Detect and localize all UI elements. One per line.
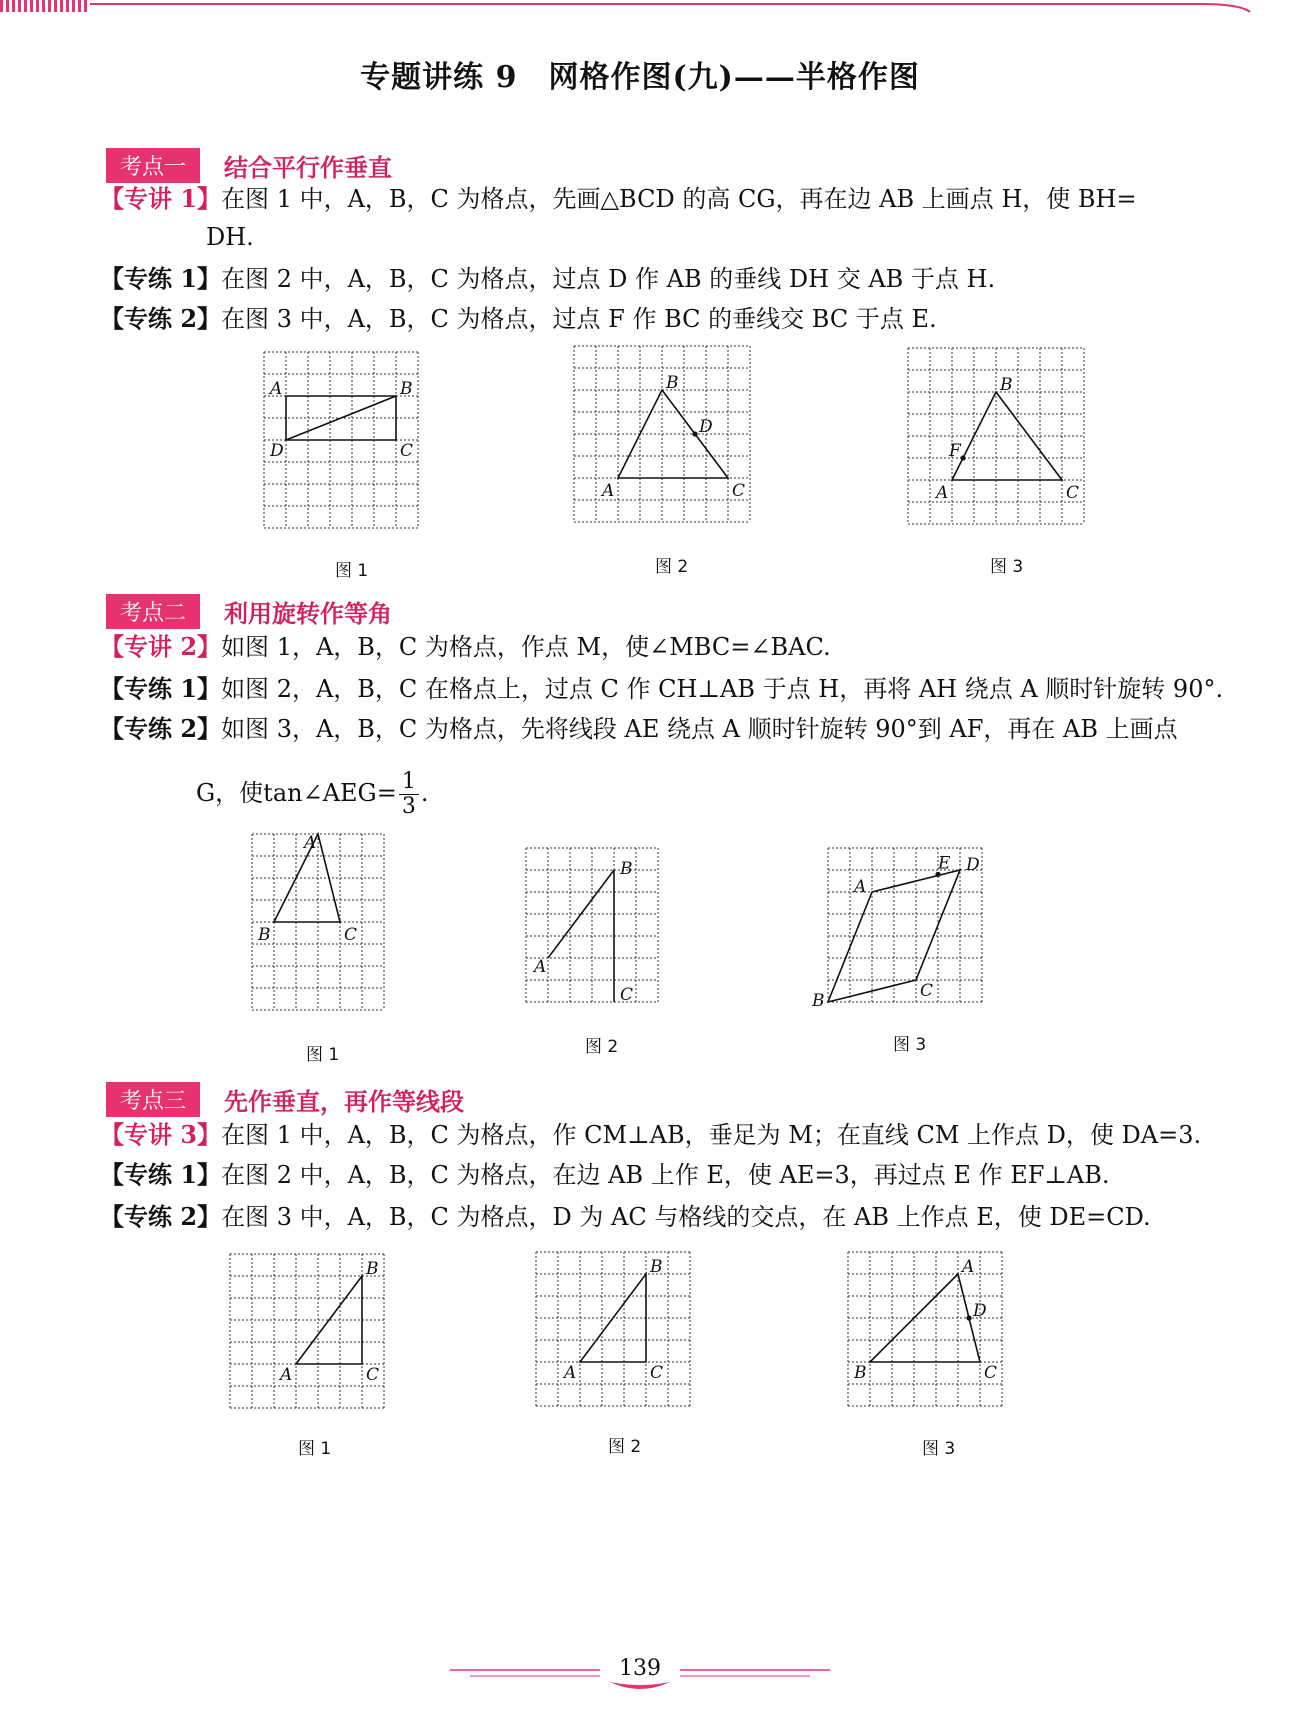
problem-continuation: G，使tan∠AEG= $\frac{1}{3}$ . xyxy=(196,769,429,819)
grid-figure-3 xyxy=(812,846,984,1011)
figure-caption: 图 2 xyxy=(608,1437,642,1457)
point-label-d: D xyxy=(699,417,713,437)
problem-continuation: DH. xyxy=(206,223,254,251)
problem-line xyxy=(100,302,1190,336)
point-label-c: C xyxy=(620,985,634,1005)
point-label-a: A xyxy=(962,1257,975,1277)
grid-figure-1 xyxy=(262,350,420,530)
point-label-c: C xyxy=(984,1363,998,1383)
figure-point xyxy=(960,455,965,460)
grid-svg xyxy=(812,846,984,1011)
point-label-e: E xyxy=(938,853,951,874)
problem-label: 【专练 1】 xyxy=(100,1160,222,1189)
problem-label: 【专讲 1】 xyxy=(100,184,222,213)
fraction: $\frac{1}{3}$ xyxy=(399,770,419,819)
problem-text: 在图 2 中，A，B，C 为格点，在边 AB 上作 E，使 AE=3，再过点 E 作 EF⊥AB. xyxy=(221,1161,1110,1189)
section-2-header xyxy=(106,594,392,629)
problem-text: 如图 2，A，B，C 在格点上，过点 C 作 CH⊥AB 于点 H，再将 AH 绕点 A 顺时针旋转 90°. xyxy=(221,675,1224,703)
problem-line xyxy=(100,712,1190,746)
figure-segment xyxy=(296,1276,362,1364)
grid-svg xyxy=(250,832,386,1012)
point-label-b: B xyxy=(258,925,271,945)
problem-label: 【专讲 3】 xyxy=(100,1120,222,1149)
point-label-a: A xyxy=(854,877,867,897)
problem-line xyxy=(100,262,1190,296)
point-label-b: B xyxy=(812,991,825,1011)
grid-figure-1 xyxy=(250,832,386,1012)
point-label-d: D xyxy=(966,855,980,875)
problem-text: 如图 1，A，B，C 为格点，作点 M，使∠MBC=∠BAC. xyxy=(221,633,831,661)
problem-label: 【专练 2】 xyxy=(100,1202,222,1231)
figure-point xyxy=(692,431,697,436)
point-label-c: C xyxy=(344,925,358,945)
point-label-b: B xyxy=(1000,375,1013,395)
section-1-header xyxy=(106,148,392,183)
point-label-f: F xyxy=(949,441,961,461)
grid-svg xyxy=(572,344,752,524)
point-label-b: B xyxy=(400,379,413,399)
problem-line xyxy=(100,1118,1202,1152)
point-label-a: A xyxy=(602,481,615,501)
point-label-b: B xyxy=(666,373,679,393)
figure-segment xyxy=(548,870,614,958)
point-label-d: D xyxy=(973,1301,987,1321)
problem-line xyxy=(100,182,1190,216)
point-label-a: A xyxy=(280,1365,293,1385)
problem-line xyxy=(100,1200,1190,1234)
point-label-a: A xyxy=(564,1363,577,1383)
page-number: 139 xyxy=(619,1656,661,1681)
grid-svg xyxy=(524,846,660,1004)
problem-label: 【专练 1】 xyxy=(100,674,222,703)
problem-text: 如图 3，A，B，C 为格点，先将线段 AE 绕点 A 顺时针旋转 90°到 AF，再在 AB 上画点 xyxy=(221,715,1178,743)
point-label-c: C xyxy=(366,1365,380,1385)
figure-segment xyxy=(286,396,396,440)
problem-line xyxy=(100,630,1190,664)
figure-caption: 图 1 xyxy=(335,561,369,581)
point-label-c: C xyxy=(400,441,414,461)
section-heading: 结合平行作垂直 xyxy=(224,154,393,182)
problem-text: 在图 1 中，A，B，C 为格点，先画△BCD 的高 CG，再在边 AB 上画点 H，使 BH= xyxy=(221,185,1137,213)
figure-caption: 图 3 xyxy=(990,557,1024,577)
point-label-b: B xyxy=(366,1259,379,1279)
section-tag: 考点二 xyxy=(106,594,200,629)
point-label-c: C xyxy=(732,481,746,501)
figure-caption: 图 2 xyxy=(655,557,689,577)
problem-label: 【专练 1】 xyxy=(100,264,222,293)
section-3-header xyxy=(106,1082,464,1117)
grid-figure-1 xyxy=(228,1252,386,1410)
figure-point xyxy=(966,1315,971,1320)
figure-caption: 图 2 xyxy=(585,1037,619,1057)
problem-text: 在图 2 中，A，B，C 为格点，过点 D 作 AB 的垂线 DH 交 AB 于点 H. xyxy=(221,265,996,293)
grid-svg xyxy=(262,350,420,530)
grid-svg xyxy=(228,1252,386,1410)
grid-figure-2 xyxy=(524,846,660,1004)
figure-caption: 图 1 xyxy=(298,1439,332,1459)
point-label-c: C xyxy=(1066,483,1080,503)
section-tag: 考点一 xyxy=(106,148,200,183)
figure-caption: 图 1 xyxy=(306,1045,340,1065)
problem-label: 【专讲 2】 xyxy=(100,632,222,661)
problem-label: 【专练 2】 xyxy=(100,304,222,333)
problem-text: 在图 1 中，A，B，C 为格点，作 CM⊥AB，垂足为 M；在直线 CM 上作点 D，使 DA=3. xyxy=(221,1121,1202,1149)
section-tag: 考点三 xyxy=(106,1082,200,1117)
grid-svg xyxy=(906,346,1086,526)
top-decorative-band xyxy=(0,0,1280,14)
point-label-c: C xyxy=(650,1363,664,1383)
figure-caption: 图 3 xyxy=(893,1035,927,1055)
point-label-b: B xyxy=(620,859,633,879)
point-label-a: A xyxy=(304,833,317,853)
grid-figure-2 xyxy=(534,1250,692,1408)
section-heading: 利用旋转作等角 xyxy=(224,600,393,628)
grid-svg xyxy=(534,1250,692,1408)
grid-figure-2 xyxy=(572,344,752,524)
problem-text: 在图 3 中，A，B，C 为格点，D 为 AC 与格线的交点，在 AB 上作点 E，使 DE=CD. xyxy=(221,1203,1151,1231)
page-title: 专题讲练 9 网格作图(九)——半格作图 xyxy=(360,60,920,95)
section-heading: 先作垂直，再作等线段 xyxy=(224,1088,465,1116)
problem-line xyxy=(100,672,1224,706)
grid-figure-3 xyxy=(846,1250,1004,1408)
point-label-c: C xyxy=(920,981,934,1001)
problem-line xyxy=(100,1158,1190,1192)
point-label-a: A xyxy=(936,483,949,503)
grid-figure-3 xyxy=(906,346,1086,526)
problem-text: 在图 3 中，A，B，C 为格点，过点 F 作 BC 的垂线交 BC 于点 E. xyxy=(221,305,937,333)
grid-svg xyxy=(846,1250,1004,1408)
point-label-a: A xyxy=(270,379,283,399)
point-label-b: B xyxy=(650,1257,663,1277)
point-label-b: B xyxy=(854,1363,867,1383)
figure-caption: 图 3 xyxy=(922,1439,956,1459)
problem-label: 【专练 2】 xyxy=(100,714,222,743)
point-label-d: D xyxy=(270,441,284,461)
point-label-a: A xyxy=(534,957,547,977)
